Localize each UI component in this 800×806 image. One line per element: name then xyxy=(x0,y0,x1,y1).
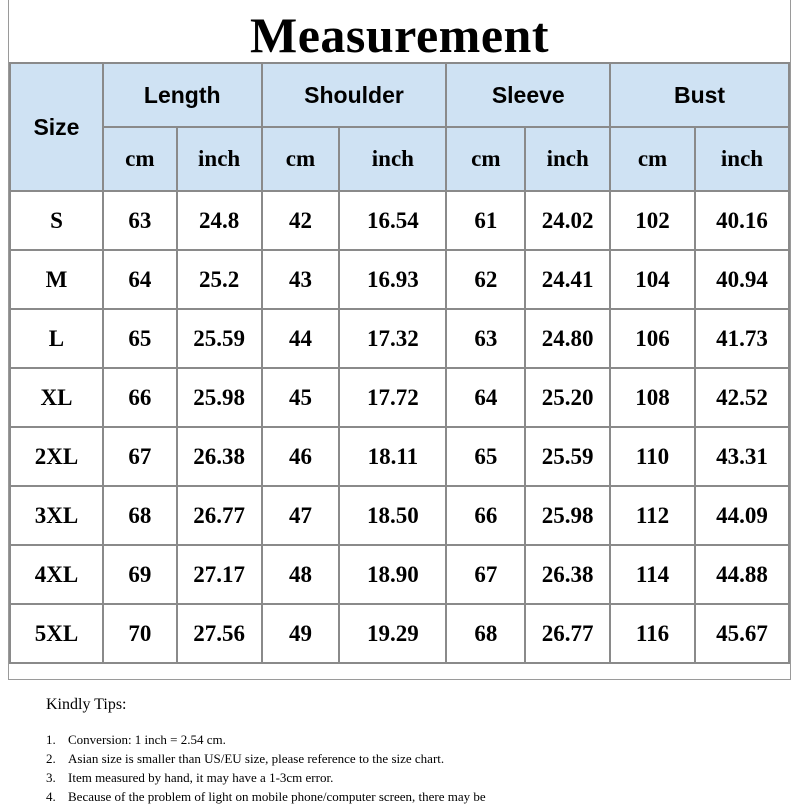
tip-number: 3. xyxy=(46,770,56,785)
tip-item xyxy=(46,730,786,749)
tip-item xyxy=(46,787,786,806)
measurement-cell: 67 xyxy=(446,545,525,604)
table-row xyxy=(10,309,789,368)
tips-title: Kindly Tips: xyxy=(46,696,127,713)
measurement-cell: 44.09 xyxy=(695,486,789,545)
tip-text: Item measured by hand, it may have a 1-3cm error. xyxy=(68,770,334,785)
measurement-cell: 45 xyxy=(262,368,340,427)
tip-text: Conversion: 1 inch = 2.54 cm. xyxy=(68,732,226,747)
table-row xyxy=(10,545,789,604)
size-cell: 3XL xyxy=(10,486,103,545)
measurement-cell: 44 xyxy=(262,309,340,368)
measurement-cell: 40.16 xyxy=(695,191,789,250)
page-title: Measurement xyxy=(250,7,549,63)
measurement-cell: 114 xyxy=(610,545,695,604)
measurement-cell: 43.31 xyxy=(695,427,789,486)
measurement-cell: 69 xyxy=(103,545,177,604)
measurement-cell: 27.56 xyxy=(177,604,262,663)
table-row xyxy=(10,427,789,486)
size-cell: 5XL xyxy=(10,604,103,663)
measurement-cell: 42 xyxy=(262,191,340,250)
size-cell: L xyxy=(10,309,103,368)
table-row xyxy=(10,191,789,250)
measurement-cell: 68 xyxy=(103,486,177,545)
measurement-cell: 25.98 xyxy=(525,486,610,545)
measurement-cell: 102 xyxy=(610,191,695,250)
measurement-cell: 116 xyxy=(610,604,695,663)
measurement-cell: 49 xyxy=(262,604,340,663)
table-row xyxy=(10,604,789,663)
measurement-cell: 70 xyxy=(103,604,177,663)
measurement-cell: 18.90 xyxy=(339,545,446,604)
measurement-cell: 41.73 xyxy=(695,309,789,368)
group-header-row xyxy=(10,63,789,127)
tip-number: 1. xyxy=(46,732,56,747)
measurement-cell: 65 xyxy=(446,427,525,486)
unit-inch-header: inch xyxy=(177,127,262,191)
size-cell: M xyxy=(10,250,103,309)
measurement-cell: 16.54 xyxy=(339,191,446,250)
measurement-cell: 25.98 xyxy=(177,368,262,427)
unit-inch-header: inch xyxy=(695,127,789,191)
unit-header-row xyxy=(10,127,789,191)
table-row xyxy=(10,368,789,427)
measurement-cell: 26.38 xyxy=(177,427,262,486)
measurement-cell: 24.02 xyxy=(525,191,610,250)
table-row xyxy=(10,250,789,309)
size-header: Size xyxy=(10,63,103,191)
measurement-cell: 44.88 xyxy=(695,545,789,604)
measurement-cell: 66 xyxy=(103,368,177,427)
measurement-cell: 25.59 xyxy=(525,427,610,486)
group-header-bust: Bust xyxy=(610,63,789,127)
size-cell: XL xyxy=(10,368,103,427)
measurement-cell: 43 xyxy=(262,250,340,309)
measurement-cell: 42.52 xyxy=(695,368,789,427)
size-chart-table xyxy=(9,62,790,664)
measurement-cell: 27.17 xyxy=(177,545,262,604)
measurement-cell: 112 xyxy=(610,486,695,545)
measurement-cell: 19.29 xyxy=(339,604,446,663)
tip-text: Because of the problem of light on mobile phone/computer screen, there may be xyxy=(68,789,486,804)
measurement-cell: 68 xyxy=(446,604,525,663)
group-header-length: Length xyxy=(103,63,262,127)
unit-inch-header: inch xyxy=(525,127,610,191)
measurement-cell: 108 xyxy=(610,368,695,427)
measurement-cell: 63 xyxy=(103,191,177,250)
measurement-cell: 17.32 xyxy=(339,309,446,368)
measurement-cell: 24.8 xyxy=(177,191,262,250)
measurement-cell: 26.38 xyxy=(525,545,610,604)
measurement-cell: 67 xyxy=(103,427,177,486)
tip-number: 2. xyxy=(46,751,56,766)
measurement-cell: 25.20 xyxy=(525,368,610,427)
measurement-cell: 24.80 xyxy=(525,309,610,368)
size-cell: S xyxy=(10,191,103,250)
measurement-cell: 110 xyxy=(610,427,695,486)
measurement-cell: 61 xyxy=(446,191,525,250)
measurement-cell: 17.72 xyxy=(339,368,446,427)
kindly-tips xyxy=(46,696,786,806)
measurement-cell: 25.2 xyxy=(177,250,262,309)
measurement-cell: 16.93 xyxy=(339,250,446,309)
measurement-cell: 18.50 xyxy=(339,486,446,545)
measurement-cell: 24.41 xyxy=(525,250,610,309)
measurement-cell: 64 xyxy=(103,250,177,309)
unit-cm-header: cm xyxy=(262,127,340,191)
measurement-cell: 18.11 xyxy=(339,427,446,486)
measurement-cell: 46 xyxy=(262,427,340,486)
measurement-cell: 64 xyxy=(446,368,525,427)
tip-item xyxy=(46,749,786,768)
unit-cm-header: cm xyxy=(446,127,525,191)
measurement-cell: 66 xyxy=(446,486,525,545)
measurement-cell: 25.59 xyxy=(177,309,262,368)
unit-cm-header: cm xyxy=(610,127,695,191)
measurement-cell: 62 xyxy=(446,250,525,309)
measurement-cell: 26.77 xyxy=(525,604,610,663)
measurement-cell: 45.67 xyxy=(695,604,789,663)
measurement-cell: 106 xyxy=(610,309,695,368)
tip-number: 4. xyxy=(46,789,56,804)
tip-item xyxy=(46,768,786,787)
measurement-cell: 26.77 xyxy=(177,486,262,545)
unit-cm-header: cm xyxy=(103,127,177,191)
measurement-cell: 65 xyxy=(103,309,177,368)
measurement-cell: 47 xyxy=(262,486,340,545)
measurement-cell: 104 xyxy=(610,250,695,309)
tips-list xyxy=(46,730,786,806)
measurement-cell: 40.94 xyxy=(695,250,789,309)
size-cell: 4XL xyxy=(10,545,103,604)
group-header-sleeve: Sleeve xyxy=(446,63,610,127)
size-cell: 2XL xyxy=(10,427,103,486)
group-header-shoulder: Shoulder xyxy=(262,63,447,127)
measurement-cell: 63 xyxy=(446,309,525,368)
table-row xyxy=(10,486,789,545)
unit-inch-header: inch xyxy=(339,127,446,191)
measurement-cell: 48 xyxy=(262,545,340,604)
tip-text: Asian size is smaller than US/EU size, please reference to the size chart. xyxy=(68,751,445,766)
